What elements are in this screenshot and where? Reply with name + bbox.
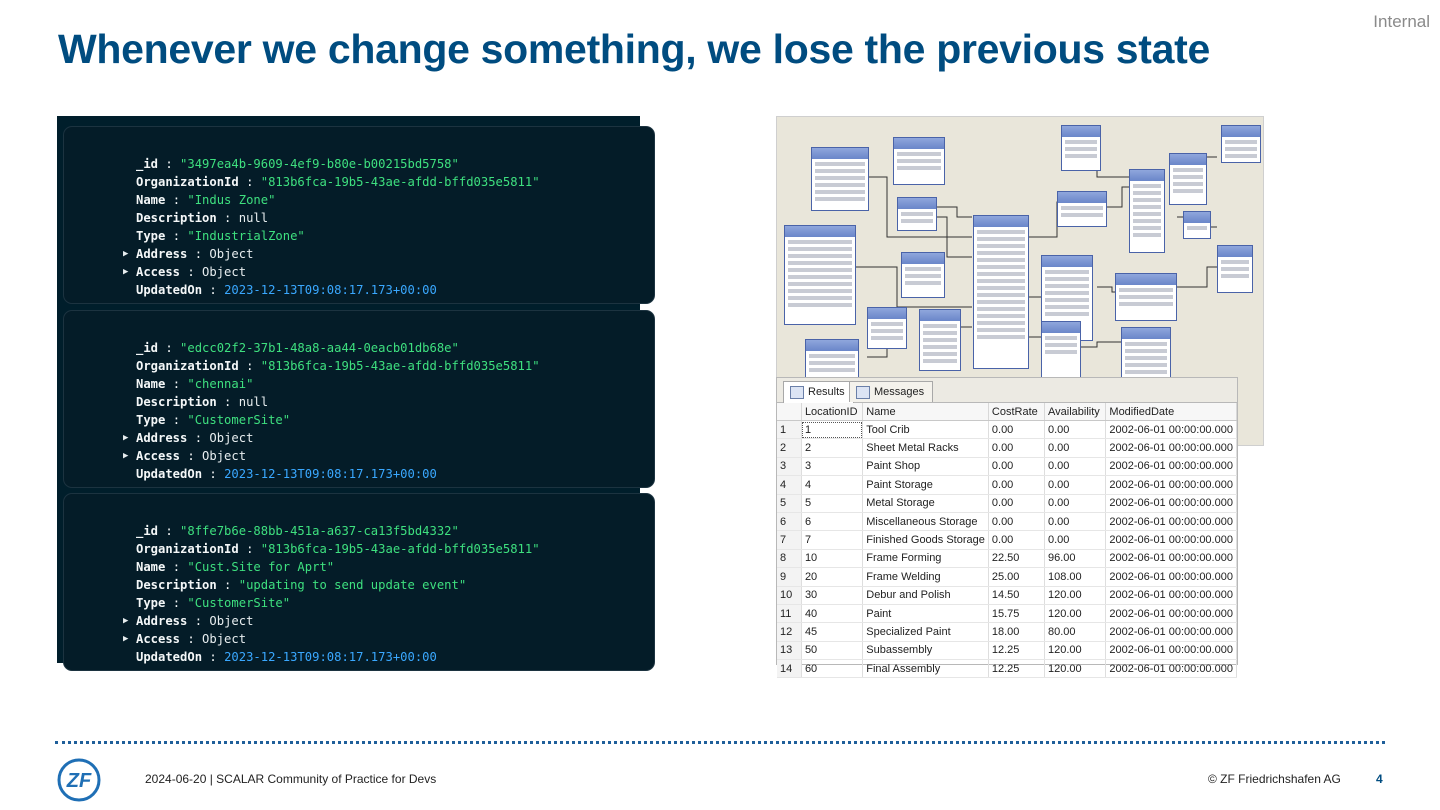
- table-row[interactable]: [777, 439, 1237, 457]
- slide-title: Whenever we change something, we lose the previous state: [58, 26, 1211, 72]
- field-value: 2023-12-13T09:08:17.173+00:00: [224, 650, 437, 664]
- field-key: UpdatedOn: [136, 650, 203, 664]
- column-header[interactable]: Availability: [1045, 403, 1106, 421]
- table-cell[interactable]: 108.00: [1045, 568, 1106, 586]
- table-cell[interactable]: 7: [801, 531, 862, 549]
- document-field-org: OrganizationId : "813b6fca-19b5-43ae-afdd-bffd035e5811": [136, 359, 540, 373]
- schema-table-people-relations: [805, 339, 859, 381]
- tab-messages-label: Messages: [874, 386, 925, 398]
- row-number-cell[interactable]: 10: [777, 586, 801, 604]
- table-cell[interactable]: 3: [801, 457, 862, 475]
- column-header[interactable]: Name: [863, 403, 989, 421]
- tab-results-label: Results: [808, 386, 845, 398]
- row-number-cell[interactable]: 8: [777, 549, 801, 567]
- table-cell[interactable]: 50: [801, 641, 862, 659]
- table-row[interactable]: [777, 586, 1237, 604]
- table-cell[interactable]: 0.00: [988, 512, 1044, 530]
- row-number-cell[interactable]: 13: [777, 641, 801, 659]
- document-field-upd: UpdatedOn : 2023-12-13T09:08:17.173+00:00: [136, 650, 437, 664]
- document-field-addr: ▶ Address : Object: [123, 614, 254, 628]
- document-field-name: Name : "Cust.Site for Aprt": [136, 560, 335, 574]
- document-field-name: Name : "Indus Zone": [136, 193, 276, 207]
- field-key: Description: [136, 395, 217, 409]
- table-row[interactable]: [777, 623, 1237, 641]
- document-field-id: _id : "8ffe7b6e-88bb-451a-a637-ca13f5bd4332": [136, 524, 459, 538]
- expand-caret-icon[interactable]: ▶: [123, 634, 129, 644]
- table-cell[interactable]: 40: [801, 604, 862, 622]
- table-cell[interactable]: 0.00: [1045, 457, 1106, 475]
- field-key: Name: [136, 560, 166, 574]
- field-value: Object: [209, 247, 254, 261]
- table-row[interactable]: [777, 457, 1237, 475]
- query-results-grid: [776, 377, 1238, 675]
- field-key: Name: [136, 193, 166, 207]
- schema-table-projects: [973, 215, 1029, 369]
- table-cell[interactable]: Paint: [863, 604, 989, 622]
- mongo-document-card[interactable]: [63, 310, 655, 488]
- table-cell[interactable]: Paint Shop: [863, 457, 989, 475]
- row-number-cell[interactable]: 9: [777, 568, 801, 586]
- field-key: Address: [136, 247, 188, 261]
- table-cell[interactable]: 2002-06-01 00:00:00.000: [1106, 660, 1237, 678]
- table-cell[interactable]: 0.00: [1045, 494, 1106, 512]
- table-cell[interactable]: 22.50: [988, 549, 1044, 567]
- messages-icon: [856, 386, 870, 399]
- field-key: Type: [136, 229, 166, 243]
- footer-text: 2024-06-20 | SCALAR Community of Practice for Devs: [145, 772, 437, 786]
- table-cell[interactable]: 2: [801, 439, 862, 457]
- document-field-desc: Description : "updating to send update event": [136, 578, 467, 592]
- field-key: _id: [136, 524, 159, 538]
- schema-table-species-link: [1041, 321, 1081, 383]
- row-number-cell[interactable]: 7: [777, 531, 801, 549]
- document-field-access: ▶ Access : Object: [123, 632, 247, 646]
- table-cell[interactable]: Metal Storage: [863, 494, 989, 512]
- field-key: _id: [136, 341, 159, 355]
- table-cell[interactable]: 2002-06-01 00:00:00.000: [1106, 494, 1237, 512]
- schema-table-org-link: [897, 197, 937, 231]
- table-cell[interactable]: 5: [801, 494, 862, 512]
- field-value: "IndustrialZone": [187, 229, 305, 243]
- field-value: "Indus Zone": [187, 193, 276, 207]
- schema-table-doc-types: [1169, 153, 1207, 205]
- schema-table-project-link: [1057, 191, 1107, 227]
- row-number-cell[interactable]: 1: [777, 421, 801, 439]
- table-cell[interactable]: 2002-06-01 00:00:00.000: [1106, 512, 1237, 530]
- table-cell[interactable]: Frame Forming: [863, 549, 989, 567]
- table-cell[interactable]: 0.00: [988, 531, 1044, 549]
- document-field-type: Type : "CustomerSite": [136, 596, 291, 610]
- table-cell[interactable]: 0.00: [1045, 512, 1106, 530]
- table-cell[interactable]: 2002-06-01 00:00:00.000: [1106, 568, 1237, 586]
- field-key: UpdatedOn: [136, 467, 203, 481]
- table-cell[interactable]: 0.00: [988, 439, 1044, 457]
- document-field-desc: Description : null: [136, 395, 269, 409]
- column-header[interactable]: LocationID: [801, 403, 862, 421]
- table-cell[interactable]: Debur and Polish: [863, 586, 989, 604]
- row-number-cell[interactable]: 2: [777, 439, 801, 457]
- table-cell[interactable]: 6: [801, 512, 862, 530]
- table-cell[interactable]: 2002-06-01 00:00:00.000: [1106, 476, 1237, 494]
- table-cell[interactable]: 2002-06-01 00:00:00.000: [1106, 623, 1237, 641]
- table-cell[interactable]: 45: [801, 623, 862, 641]
- table-cell[interactable]: 80.00: [1045, 623, 1106, 641]
- table-row[interactable]: [777, 421, 1237, 439]
- table-cell[interactable]: Paint Storage: [863, 476, 989, 494]
- field-key: Description: [136, 211, 217, 225]
- table-cell[interactable]: 2002-06-01 00:00:00.000: [1106, 457, 1237, 475]
- table-cell[interactable]: 25.00: [988, 568, 1044, 586]
- schema-table-funding-status: [1115, 273, 1177, 321]
- table-cell[interactable]: 2002-06-01 00:00:00.000: [1106, 531, 1237, 549]
- table-row[interactable]: [777, 512, 1237, 530]
- table-row[interactable]: [777, 641, 1237, 659]
- document-field-addr: ▶ Address : Object: [123, 431, 254, 445]
- table-row[interactable]: [777, 660, 1237, 678]
- document-field-addr: ▶ Address : Object: [123, 247, 254, 261]
- field-value: Object: [202, 265, 247, 279]
- table-cell[interactable]: 96.00: [1045, 549, 1106, 567]
- schema-table-small-link: [1183, 211, 1211, 239]
- column-header[interactable]: ModifiedDate: [1106, 403, 1237, 421]
- field-value: 2023-12-13T09:08:17.173+00:00: [224, 467, 437, 481]
- table-cell[interactable]: 0.00: [988, 457, 1044, 475]
- table-cell[interactable]: 4: [801, 476, 862, 494]
- field-key: Address: [136, 431, 188, 445]
- schema-table-organizations: [811, 147, 869, 211]
- table-cell[interactable]: 120.00: [1045, 641, 1106, 659]
- field-value: Object: [209, 431, 254, 445]
- field-key: Address: [136, 614, 188, 628]
- field-value: Object: [202, 449, 247, 463]
- table-cell[interactable]: 0.00: [988, 421, 1044, 439]
- field-key: Access: [136, 632, 181, 646]
- row-number-cell[interactable]: 4: [777, 476, 801, 494]
- field-value: "3497ea4b-9609-4ef9-b80e-b00215bd5758": [180, 157, 459, 171]
- field-key: Name: [136, 377, 166, 391]
- field-key: Type: [136, 596, 166, 610]
- zf-logo: [57, 758, 101, 802]
- field-value: null: [238, 395, 269, 409]
- field-value: "8ffe7b6e-88bb-451a-a637-ca13f5bd4332": [180, 524, 459, 538]
- table-cell[interactable]: 20: [801, 568, 862, 586]
- schema-table-contacts: [784, 225, 856, 325]
- tab-results[interactable]: [783, 381, 854, 403]
- table-cell[interactable]: 0.00: [1045, 531, 1106, 549]
- table-cell[interactable]: 0.00: [1045, 421, 1106, 439]
- field-key: Type: [136, 413, 166, 427]
- table-cell[interactable]: 12.25: [988, 660, 1044, 678]
- schema-table-studies: [919, 309, 961, 371]
- table-row[interactable]: [777, 476, 1237, 494]
- schema-table-docs: [1129, 169, 1165, 253]
- table-row[interactable]: [777, 568, 1237, 586]
- field-key: Access: [136, 265, 181, 279]
- table-cell[interactable]: Sheet Metal Racks: [863, 439, 989, 457]
- field-value: Object: [209, 614, 254, 628]
- table-cell[interactable]: Specialized Paint: [863, 623, 989, 641]
- table-cell[interactable]: Frame Welding: [863, 568, 989, 586]
- page-number: 4: [1376, 772, 1383, 786]
- table-cell[interactable]: Subassembly: [863, 641, 989, 659]
- svg-text:ZF: ZF: [66, 770, 92, 792]
- table-cell[interactable]: 0.00: [1045, 476, 1106, 494]
- schema-table-documents: [1061, 125, 1101, 171]
- field-key: OrganizationId: [136, 542, 239, 556]
- schema-table-project-contact: [901, 252, 945, 298]
- table-cell[interactable]: 30: [801, 586, 862, 604]
- table-row[interactable]: [777, 494, 1237, 512]
- table-row[interactable]: [777, 549, 1237, 567]
- table-cell[interactable]: 120.00: [1045, 586, 1106, 604]
- expand-caret-icon[interactable]: ▶: [123, 267, 129, 277]
- table-cell[interactable]: 15.75: [988, 604, 1044, 622]
- row-number-cell[interactable]: 11: [777, 604, 801, 622]
- table-cell[interactable]: 60: [801, 660, 862, 678]
- row-number-cell[interactable]: 14: [777, 660, 801, 678]
- table-cell[interactable]: 12.25: [988, 641, 1044, 659]
- field-value: 2023-12-13T09:08:17.173+00:00: [224, 283, 437, 297]
- table-cell[interactable]: Finished Goods Storage: [863, 531, 989, 549]
- field-value: "updating to send update event": [238, 578, 467, 592]
- table-cell[interactable]: 18.00: [988, 623, 1044, 641]
- expand-caret-icon[interactable]: ▶: [123, 451, 129, 461]
- table-cell[interactable]: Tool Crib: [863, 421, 989, 439]
- table-cell[interactable]: 10: [801, 549, 862, 567]
- document-field-access: ▶ Access : Object: [123, 449, 247, 463]
- field-key: _id: [136, 157, 159, 171]
- tab-messages[interactable]: [849, 381, 933, 402]
- row-number-cell[interactable]: 5: [777, 494, 801, 512]
- results-table: [777, 403, 1237, 678]
- schema-table-fiscal: [1217, 245, 1253, 293]
- table-cell[interactable]: 2002-06-01 00:00:00.000: [1106, 604, 1237, 622]
- table-cell[interactable]: 2002-06-01 00:00:00.000: [1106, 641, 1237, 659]
- expand-caret-icon[interactable]: ▶: [123, 433, 129, 443]
- table-row[interactable]: [777, 531, 1237, 549]
- table-cell[interactable]: Miscellaneous Storage: [863, 512, 989, 530]
- field-value: "CustomerSite": [187, 596, 291, 610]
- table-cell[interactable]: 120.00: [1045, 604, 1106, 622]
- table-cell[interactable]: 0.00: [1045, 439, 1106, 457]
- table-cell[interactable]: 0.00: [988, 494, 1044, 512]
- field-value: "Cust.Site for Aprt": [187, 560, 335, 574]
- field-key: Description: [136, 578, 217, 592]
- row-number-cell[interactable]: 12: [777, 623, 801, 641]
- field-key: OrganizationId: [136, 175, 239, 189]
- column-header[interactable]: [777, 403, 801, 421]
- mongodb-documents-panel: [57, 116, 640, 663]
- footer-divider: [55, 741, 1385, 744]
- schema-table-gen-doc: [1221, 125, 1261, 163]
- table-cell[interactable]: 2002-06-01 00:00:00.000: [1106, 586, 1237, 604]
- field-value: "edcc02f2-37b1-48a8-aa44-0eacb01db68e": [180, 341, 459, 355]
- table-cell[interactable]: Final Assembly: [863, 660, 989, 678]
- field-key: Access: [136, 449, 181, 463]
- field-value: "CustomerSite": [187, 413, 291, 427]
- field-value: "813b6fca-19b5-43ae-afdd-bffd035e5811": [260, 175, 540, 189]
- grid-icon: [790, 386, 804, 399]
- table-cell[interactable]: 120.00: [1045, 660, 1106, 678]
- field-value: "813b6fca-19b5-43ae-afdd-bffd035e5811": [260, 359, 540, 373]
- table-row[interactable]: [777, 604, 1237, 622]
- document-field-name: Name : "chennai": [136, 377, 254, 391]
- table-cell[interactable]: 2002-06-01 00:00:00.000: [1106, 439, 1237, 457]
- classification-label: Internal: [1373, 12, 1430, 31]
- mongo-document-card[interactable]: [63, 493, 655, 671]
- table-cell[interactable]: 2002-06-01 00:00:00.000: [1106, 549, 1237, 567]
- table-cell[interactable]: 1: [801, 421, 862, 439]
- document-field-upd: UpdatedOn : 2023-12-13T09:08:17.173+00:00: [136, 283, 437, 297]
- schema-table-project-people: [867, 307, 907, 349]
- document-field-type: Type : "CustomerSite": [136, 413, 291, 427]
- footer-copyright: © ZF Friedrichshafen AG: [1208, 772, 1341, 786]
- document-field-upd: UpdatedOn : 2023-12-13T09:08:17.173+00:00: [136, 467, 437, 481]
- field-value: "813b6fca-19b5-43ae-afdd-bffd035e5811": [260, 542, 540, 556]
- field-key: OrganizationId: [136, 359, 239, 373]
- column-header[interactable]: CostRate: [988, 403, 1044, 421]
- field-value: "chennai": [187, 377, 254, 391]
- document-field-id: _id : "3497ea4b-9609-4ef9-b80e-b00215bd5758": [136, 157, 459, 171]
- table-cell[interactable]: 14.50: [988, 586, 1044, 604]
- expand-caret-icon[interactable]: ▶: [123, 616, 129, 626]
- field-value: Object: [202, 632, 247, 646]
- mongo-document-card[interactable]: [63, 126, 655, 304]
- expand-caret-icon[interactable]: ▶: [123, 249, 129, 259]
- results-tab-bar: [777, 378, 1237, 403]
- document-field-desc: Description : null: [136, 211, 269, 225]
- field-key: UpdatedOn: [136, 283, 203, 297]
- document-field-org: OrganizationId : "813b6fca-19b5-43ae-afdd-bffd035e5811": [136, 175, 540, 189]
- row-number-cell[interactable]: 6: [777, 512, 801, 530]
- document-field-id: _id : "edcc02f2-37b1-48a8-aa44-0eacb01db68e": [136, 341, 459, 355]
- table-cell[interactable]: 0.00: [988, 476, 1044, 494]
- table-cell[interactable]: 2002-06-01 00:00:00.000: [1106, 421, 1237, 439]
- field-value: null: [238, 211, 269, 225]
- document-field-access: ▶ Access : Object: [123, 265, 247, 279]
- schema-table-resource-categories: [893, 137, 945, 185]
- document-field-org: OrganizationId : "813b6fca-19b5-43ae-afdd-bffd035e5811": [136, 542, 540, 556]
- row-number-cell[interactable]: 3: [777, 457, 801, 475]
- document-field-type: Type : "IndustrialZone": [136, 229, 305, 243]
